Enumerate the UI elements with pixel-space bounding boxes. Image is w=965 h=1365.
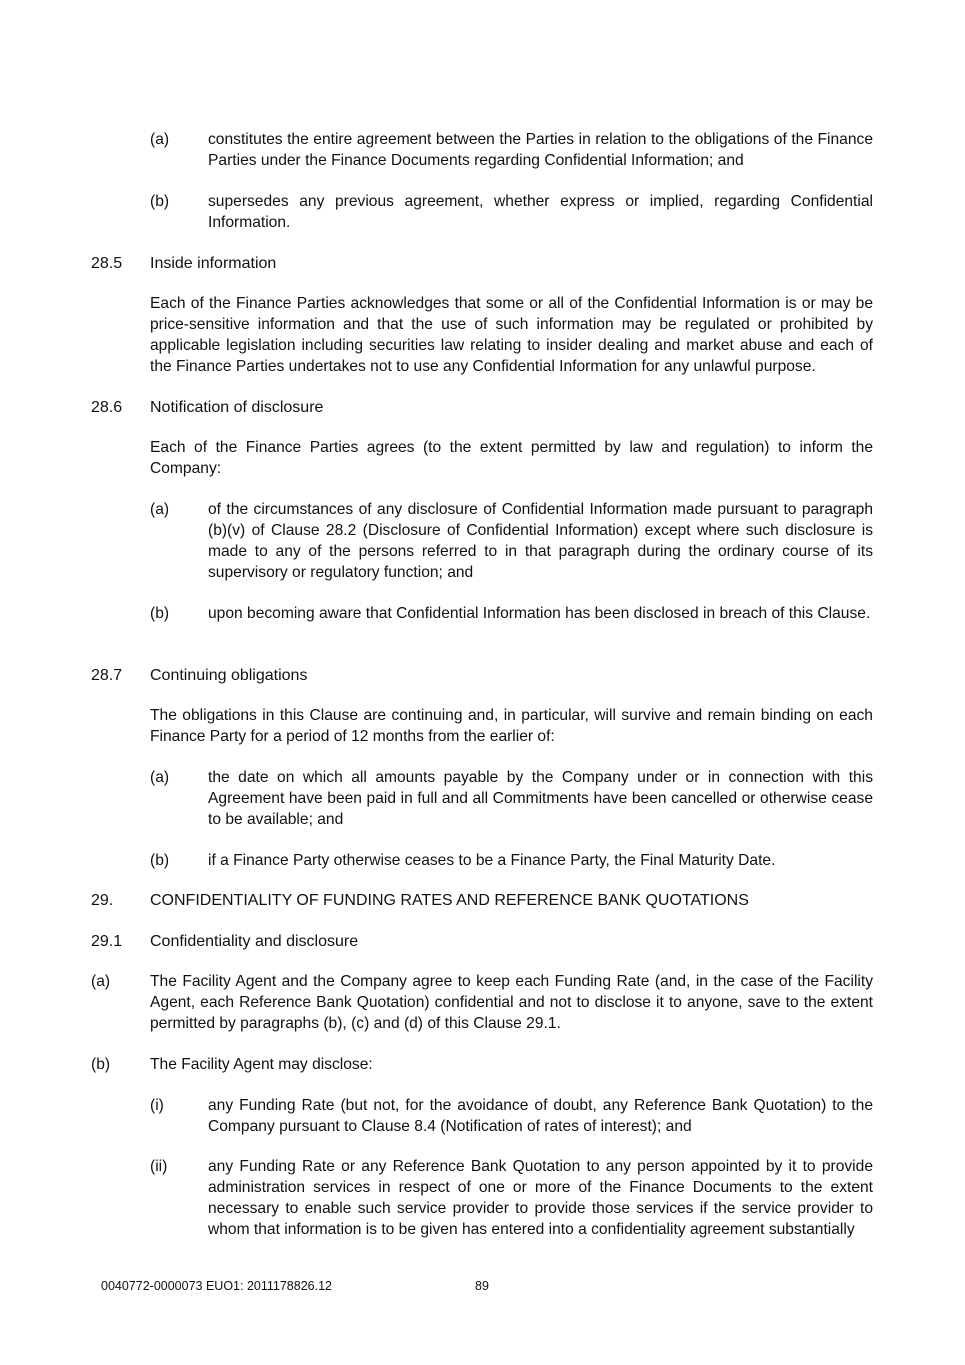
clause-title: Continuing obligations [150, 667, 308, 684]
clause-title: Inside information [150, 255, 277, 272]
clause-number: 28.5 [91, 255, 123, 272]
item-text: supersedes any previous agreement, whether express or implied, regarding Confidential Information. [208, 193, 873, 231]
item-label: (a) [91, 973, 111, 990]
clause-title: CONFIDENTIALITY OF FUNDING RATES AND REFERENCE BANK QUOTATIONS [150, 892, 749, 909]
paragraph-text: Each of the Finance Parties acknowledges that some or all of the Confidential Information is or may be price-sensitive information and that the use of such information may be regulated or prohibited by applicable legislation including securities law relating to insider dealing and market abuse and each of the Finance Parties undertakes not to use any Confidential Information for any unlawful purpose. [150, 295, 873, 375]
item-text: of the circumstances of any disclosure of Confidential Information made pursuant to paragraph (b)(v) of Clause 28.2 (Disclosure of Confidential Information) except where such disclosure is made to any of the persons referred to in that paragraph during the ordinary course of its supervisory or regulatory function; and [208, 501, 873, 581]
document-reference: 0040772-0000073 EUO1: 2011178826.12 [101, 1279, 332, 1293]
item-text: any Funding Rate or any Reference Bank Quotation to any person appointed by it to provide administration services in respect of one or more of the Finance Documents to the extent necessary to enable such service provider to provide those services if the service provider to whom that information is to be given has entered into a confidentiality agreement substantially [208, 1158, 873, 1238]
item-label: (ii) [150, 1158, 168, 1175]
clause-number: 29.1 [91, 933, 123, 950]
item-label: (b) [91, 1056, 111, 1073]
item-text: The Facility Agent may disclose: [150, 1056, 373, 1073]
item-label: (a) [150, 131, 170, 148]
page-number: 89 [475, 1279, 489, 1293]
item-label: (b) [150, 852, 170, 869]
item-text: upon becoming aware that Confidential Information has been disclosed in breach of this Clause. [208, 605, 871, 622]
item-text: The Facility Agent and the Company agree to keep each Funding Rate (and, in the case of the Facility Agent, each Reference Bank Quotation) confidential and not to disclose it to anyone, save to the extent permitted by paragraphs (b), (c) and (d) of this Clause 29.1. [150, 973, 873, 1032]
item-text: any Funding Rate (but not, for the avoidance of doubt, any Reference Bank Quotation) to the Company pursuant to Clause 8.4 (Notification of rates of interest); and [208, 1097, 873, 1135]
item-label: (i) [150, 1097, 164, 1114]
item-label: (a) [150, 769, 170, 786]
item-text: constitutes the entire agreement between the Parties in relation to the obligations of the Finance Parties under the Finance Documents regarding Confidential Information; and [208, 131, 873, 169]
paragraph-text: Each of the Finance Parties agrees (to the extent permitted by law and regulation) to inform the Company: [150, 439, 873, 477]
item-text: the date on which all amounts payable by the Company under or in connection with this Agreement have been paid in full and all Commitments have been cancelled or otherwise cease to be available; and [208, 769, 873, 828]
item-label: (a) [150, 501, 170, 518]
clause-title: Confidentiality and disclosure [150, 933, 359, 950]
clause-number: 28.6 [91, 399, 123, 416]
item-label: (b) [150, 605, 170, 622]
item-text: if a Finance Party otherwise ceases to be a Finance Party, the Final Maturity Date. [208, 852, 776, 869]
item-label: (b) [150, 193, 170, 210]
clause-number: 29. [91, 892, 114, 909]
clause-number: 28.7 [91, 667, 123, 684]
clause-title: Notification of disclosure [150, 399, 324, 416]
paragraph-text: The obligations in this Clause are continuing and, in particular, will survive and remain binding on each Finance Party for a period of 12 months from the earlier of: [150, 707, 873, 745]
